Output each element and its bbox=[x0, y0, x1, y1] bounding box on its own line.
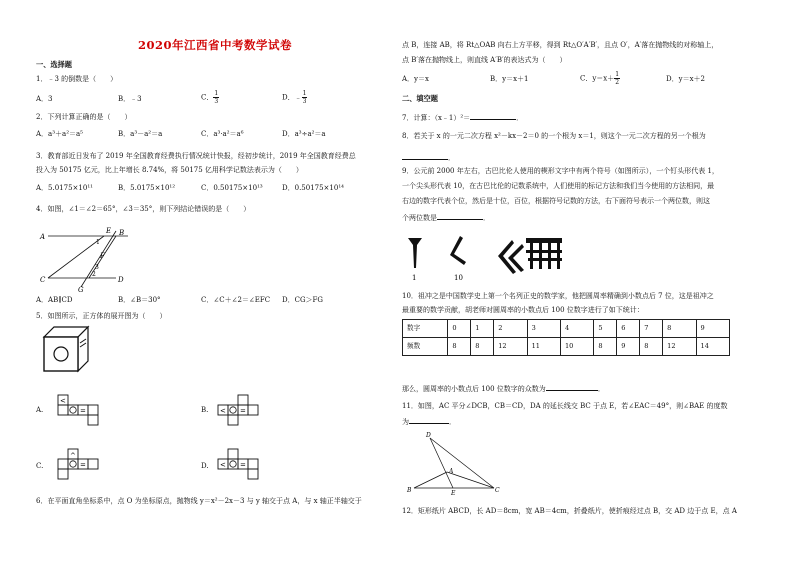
q10-after-text: 那么，圆周率的小数点后 100 位数字的众数为 bbox=[402, 385, 546, 393]
q5-a-eq: = bbox=[80, 407, 86, 415]
q8-answer-blank bbox=[402, 152, 448, 160]
q1-stem: 1．﹣3 的倒数是（ ） bbox=[36, 75, 118, 83]
q2-opt-c: C．a³·a²＝a⁶ bbox=[201, 130, 244, 138]
q6-cont-line1: 点 B，连接 AB，将 Rt△OAB 向右上方平移，得到 Rt△O′A′B′，且点 O′，A′落在抛物线的对称轴上， bbox=[402, 41, 719, 49]
q5-opt-c: C. bbox=[36, 462, 44, 470]
q5-a-lt: < bbox=[60, 397, 66, 405]
q11-label-e: E bbox=[451, 490, 456, 497]
q5-d-lt: < bbox=[220, 461, 226, 469]
q5-b-eq: = bbox=[240, 407, 246, 415]
q11-label-b: B bbox=[407, 487, 412, 494]
q6-line: 6．在平面直角坐标系中，点 O 为坐标原点，抛物线 y＝x²－2x－3 与 y 轴交于点 A，与 x 轴正半轴交于 bbox=[36, 497, 362, 505]
table-cell: 频数 bbox=[403, 338, 448, 356]
q7-line: 7．计算：（x﹣1）²＝ ． bbox=[402, 114, 524, 122]
q5-opt-a: A. bbox=[36, 406, 44, 414]
q10-line1: 10．祖冲之是中国数学史上第一个名列正史的数学家，他把圆周率精确到小数点后 7 位，这是祖冲之 bbox=[402, 292, 714, 300]
q5-opt-d: D. bbox=[201, 462, 209, 470]
q12-line: 12．矩形纸片 ABCD，长 AD＝8cm，宽 AB＝4cm，折叠纸片，使折痕经过点 B，交 AD 边于点 E，点 A bbox=[402, 507, 737, 515]
q9-line1: 9．公元前 2000 年左右，古巴比伦人使用的楔形文字中有两个符号（如图所示），一个钉头形代表 1， bbox=[402, 167, 719, 175]
q4-opt-b: B．∠B＝30° bbox=[118, 296, 161, 304]
q2-opt-b: B．a³－a²＝a bbox=[118, 130, 163, 138]
q4-label-a: A bbox=[40, 233, 46, 241]
table-cell: 8 bbox=[663, 320, 696, 338]
q6-opt-c bbox=[580, 71, 620, 86]
section-fill: 二、填空题 bbox=[402, 94, 438, 103]
q4-stem: 4．如图，∠1＝∠2＝65°，∠3＝35°，则下列结论错误的是（ ） bbox=[36, 205, 251, 213]
table-cell: 14 bbox=[696, 338, 729, 356]
q5-c-eq: = bbox=[80, 461, 86, 469]
q5-d-eq: = bbox=[240, 461, 246, 469]
table-cell: 8 bbox=[594, 338, 617, 356]
q2-stem: 2．下列计算正确的是（ ） bbox=[36, 113, 132, 121]
table-cell: 10 bbox=[560, 338, 593, 356]
q1-opt-c-fraction: $\frac{1}{3}$ bbox=[214, 90, 219, 105]
q4-label-g: G bbox=[78, 286, 84, 294]
q5-cube-figure bbox=[42, 325, 92, 375]
q5-opt-b: B. bbox=[201, 406, 209, 414]
q4-figure bbox=[40, 225, 150, 294]
q5-net-c bbox=[56, 447, 120, 481]
q4-label-f: F bbox=[100, 252, 105, 260]
q9-line3: 右边的数字代表个位，然后是十位，百位，根据符号记数的方法，右下面符号表示一个两位数，则这 bbox=[402, 197, 710, 205]
table-cell: 4 bbox=[560, 320, 593, 338]
q9-cuneiform-figure bbox=[406, 234, 576, 284]
q8-answer-line: ． bbox=[402, 152, 455, 163]
q7-answer-blank bbox=[470, 112, 516, 120]
table-cell: 5 bbox=[594, 320, 617, 338]
q7-stem: 7．计算：（x﹣1）²＝ bbox=[402, 114, 471, 122]
q11-label-d: D bbox=[426, 432, 431, 439]
q1-opt-c-label: C． bbox=[201, 93, 214, 102]
q10-after: 那么，圆周率的小数点后 100 位数字的众数为 ． bbox=[402, 385, 605, 393]
table-cell: 6 bbox=[617, 320, 640, 338]
q3-line2: 投入为 50175 亿元，比上年增长 8.74%，将 50175 亿用科学记数法表示为（ ） bbox=[36, 166, 303, 174]
q6-opt-b: B．y＝x＋1 bbox=[490, 75, 529, 83]
q5-c-caret: ^ bbox=[70, 452, 76, 460]
q8-stem: 8．若关于 x 的一元二次方程 x²－kx－2＝0 的一个根为 x＝1，则这个一元二次方程的另一个根为 bbox=[402, 132, 706, 140]
q10-frequency-table bbox=[402, 319, 730, 356]
q5-b-lt: < bbox=[220, 407, 226, 415]
q4-opt-c: C．∠C＋∠2＝∠EFC bbox=[201, 296, 271, 304]
q11-answer-blank bbox=[409, 416, 449, 424]
table-cell: 8 bbox=[471, 338, 494, 356]
q6-opt-d: D．y＝x＋2 bbox=[666, 75, 705, 83]
q1-opt-a: A．3 bbox=[36, 95, 53, 103]
table-cell: 12 bbox=[663, 338, 696, 356]
q4-opt-d: D．CG＞FG bbox=[282, 296, 324, 304]
q10-line2: 最重要的数学贡献，胡老师对圆周率的小数点后 100 位数字进行了如下统计： bbox=[402, 306, 644, 314]
q4-label-d: D bbox=[118, 276, 124, 284]
q11-label-a: A bbox=[449, 468, 454, 475]
exam-title: 2020年江西省中考数学试卷 bbox=[137, 38, 292, 52]
table-row bbox=[403, 320, 730, 338]
table-row bbox=[403, 338, 730, 356]
q11-figure bbox=[406, 432, 506, 496]
q9-line2: 一个尖头形代表 10，在古巴比伦的记数系统中，人们使用的标记方法和我们当今使用的方法相同，最 bbox=[402, 182, 715, 190]
q2-opt-d: D．a³÷a²＝a bbox=[282, 130, 326, 138]
q11-line2-text: 为 bbox=[402, 418, 409, 426]
q6-opt-a: A．y＝x bbox=[402, 75, 429, 83]
q11-line2: 为 ． bbox=[402, 418, 456, 426]
table-cell: 2 bbox=[494, 320, 527, 338]
table-cell: 7 bbox=[640, 320, 663, 338]
table-cell: 8 bbox=[640, 338, 663, 356]
q9-label-10: 10 bbox=[454, 274, 463, 282]
q1-opt-d-label: D．﹣ bbox=[282, 93, 302, 102]
q1-opt-d bbox=[282, 90, 307, 105]
q4-angle-3: 3 bbox=[95, 264, 99, 271]
q5-stem: 5．如图所示，正方体的展开图为（ ） bbox=[36, 312, 167, 320]
q9-line4: 个两位数是 ． bbox=[402, 214, 490, 222]
q5-net-a bbox=[56, 393, 120, 427]
table-cell: 1 bbox=[471, 320, 494, 338]
section-choice: 一、选择题 bbox=[36, 60, 72, 69]
table-cell: 9 bbox=[696, 320, 729, 338]
q4-label-e: E bbox=[106, 227, 112, 235]
q3-opt-c: C．0.50175×10¹³ bbox=[201, 184, 263, 192]
q1-opt-c bbox=[201, 90, 219, 105]
q10-answer-blank bbox=[546, 383, 598, 391]
q9-line4-text: 个两位数是 bbox=[402, 214, 437, 222]
table-cell: 9 bbox=[617, 338, 640, 356]
q4-opt-a: A．AB∥CD bbox=[36, 296, 73, 304]
table-cell: 8 bbox=[448, 338, 471, 356]
q3-opt-d: D．0.50175×10¹⁴ bbox=[282, 184, 344, 192]
table-cell: 数字 bbox=[403, 320, 448, 338]
q6-opt-c-label: C．y＝x＋ bbox=[580, 74, 615, 83]
q2-opt-a: A．a³＋a²＝a⁵ bbox=[36, 130, 83, 138]
q1-opt-b: B．﹣3 bbox=[118, 95, 142, 103]
q5-net-d bbox=[216, 447, 280, 481]
q11-label-c: C bbox=[495, 487, 500, 494]
q3-opt-b: B．5.0175×10¹² bbox=[118, 184, 176, 192]
q4-angle-2: 2 bbox=[92, 271, 96, 278]
q1-opt-d-fraction: $\frac{1}{3}$ bbox=[302, 90, 307, 105]
q9-answer-blank bbox=[437, 212, 483, 220]
q5-net-b bbox=[216, 393, 280, 427]
q9-label-1: 1 bbox=[412, 274, 417, 282]
q4-label-b: B bbox=[119, 229, 125, 237]
table-cell: 3 bbox=[527, 320, 560, 338]
table-cell: 11 bbox=[527, 338, 560, 356]
table-cell: 12 bbox=[494, 338, 527, 356]
q11-line1: 11．如图，AC 平分∠DCB，CB＝CD，DA 的延长线交 BC 于点 E，若∠EAC＝49°，则∠BAE 的度数 bbox=[402, 402, 728, 410]
q4-angle-1: 1 bbox=[96, 239, 100, 246]
q4-label-c: C bbox=[40, 276, 46, 284]
q3-opt-a: A．5.0175×10¹¹ bbox=[36, 184, 93, 192]
q6-opt-c-fraction: $\frac{1}{2}$ bbox=[615, 71, 620, 86]
table-cell: 0 bbox=[448, 320, 471, 338]
q3-line1: 3．教育部近日发布了 2019 年全国教育经费执行情况统计快报，经初步统计，2019 年全国教育经费总 bbox=[36, 152, 356, 160]
q6-cont-line2: 点 B′落在抛物线上，则直线 A′B′的表达式为（ ） bbox=[402, 56, 567, 64]
